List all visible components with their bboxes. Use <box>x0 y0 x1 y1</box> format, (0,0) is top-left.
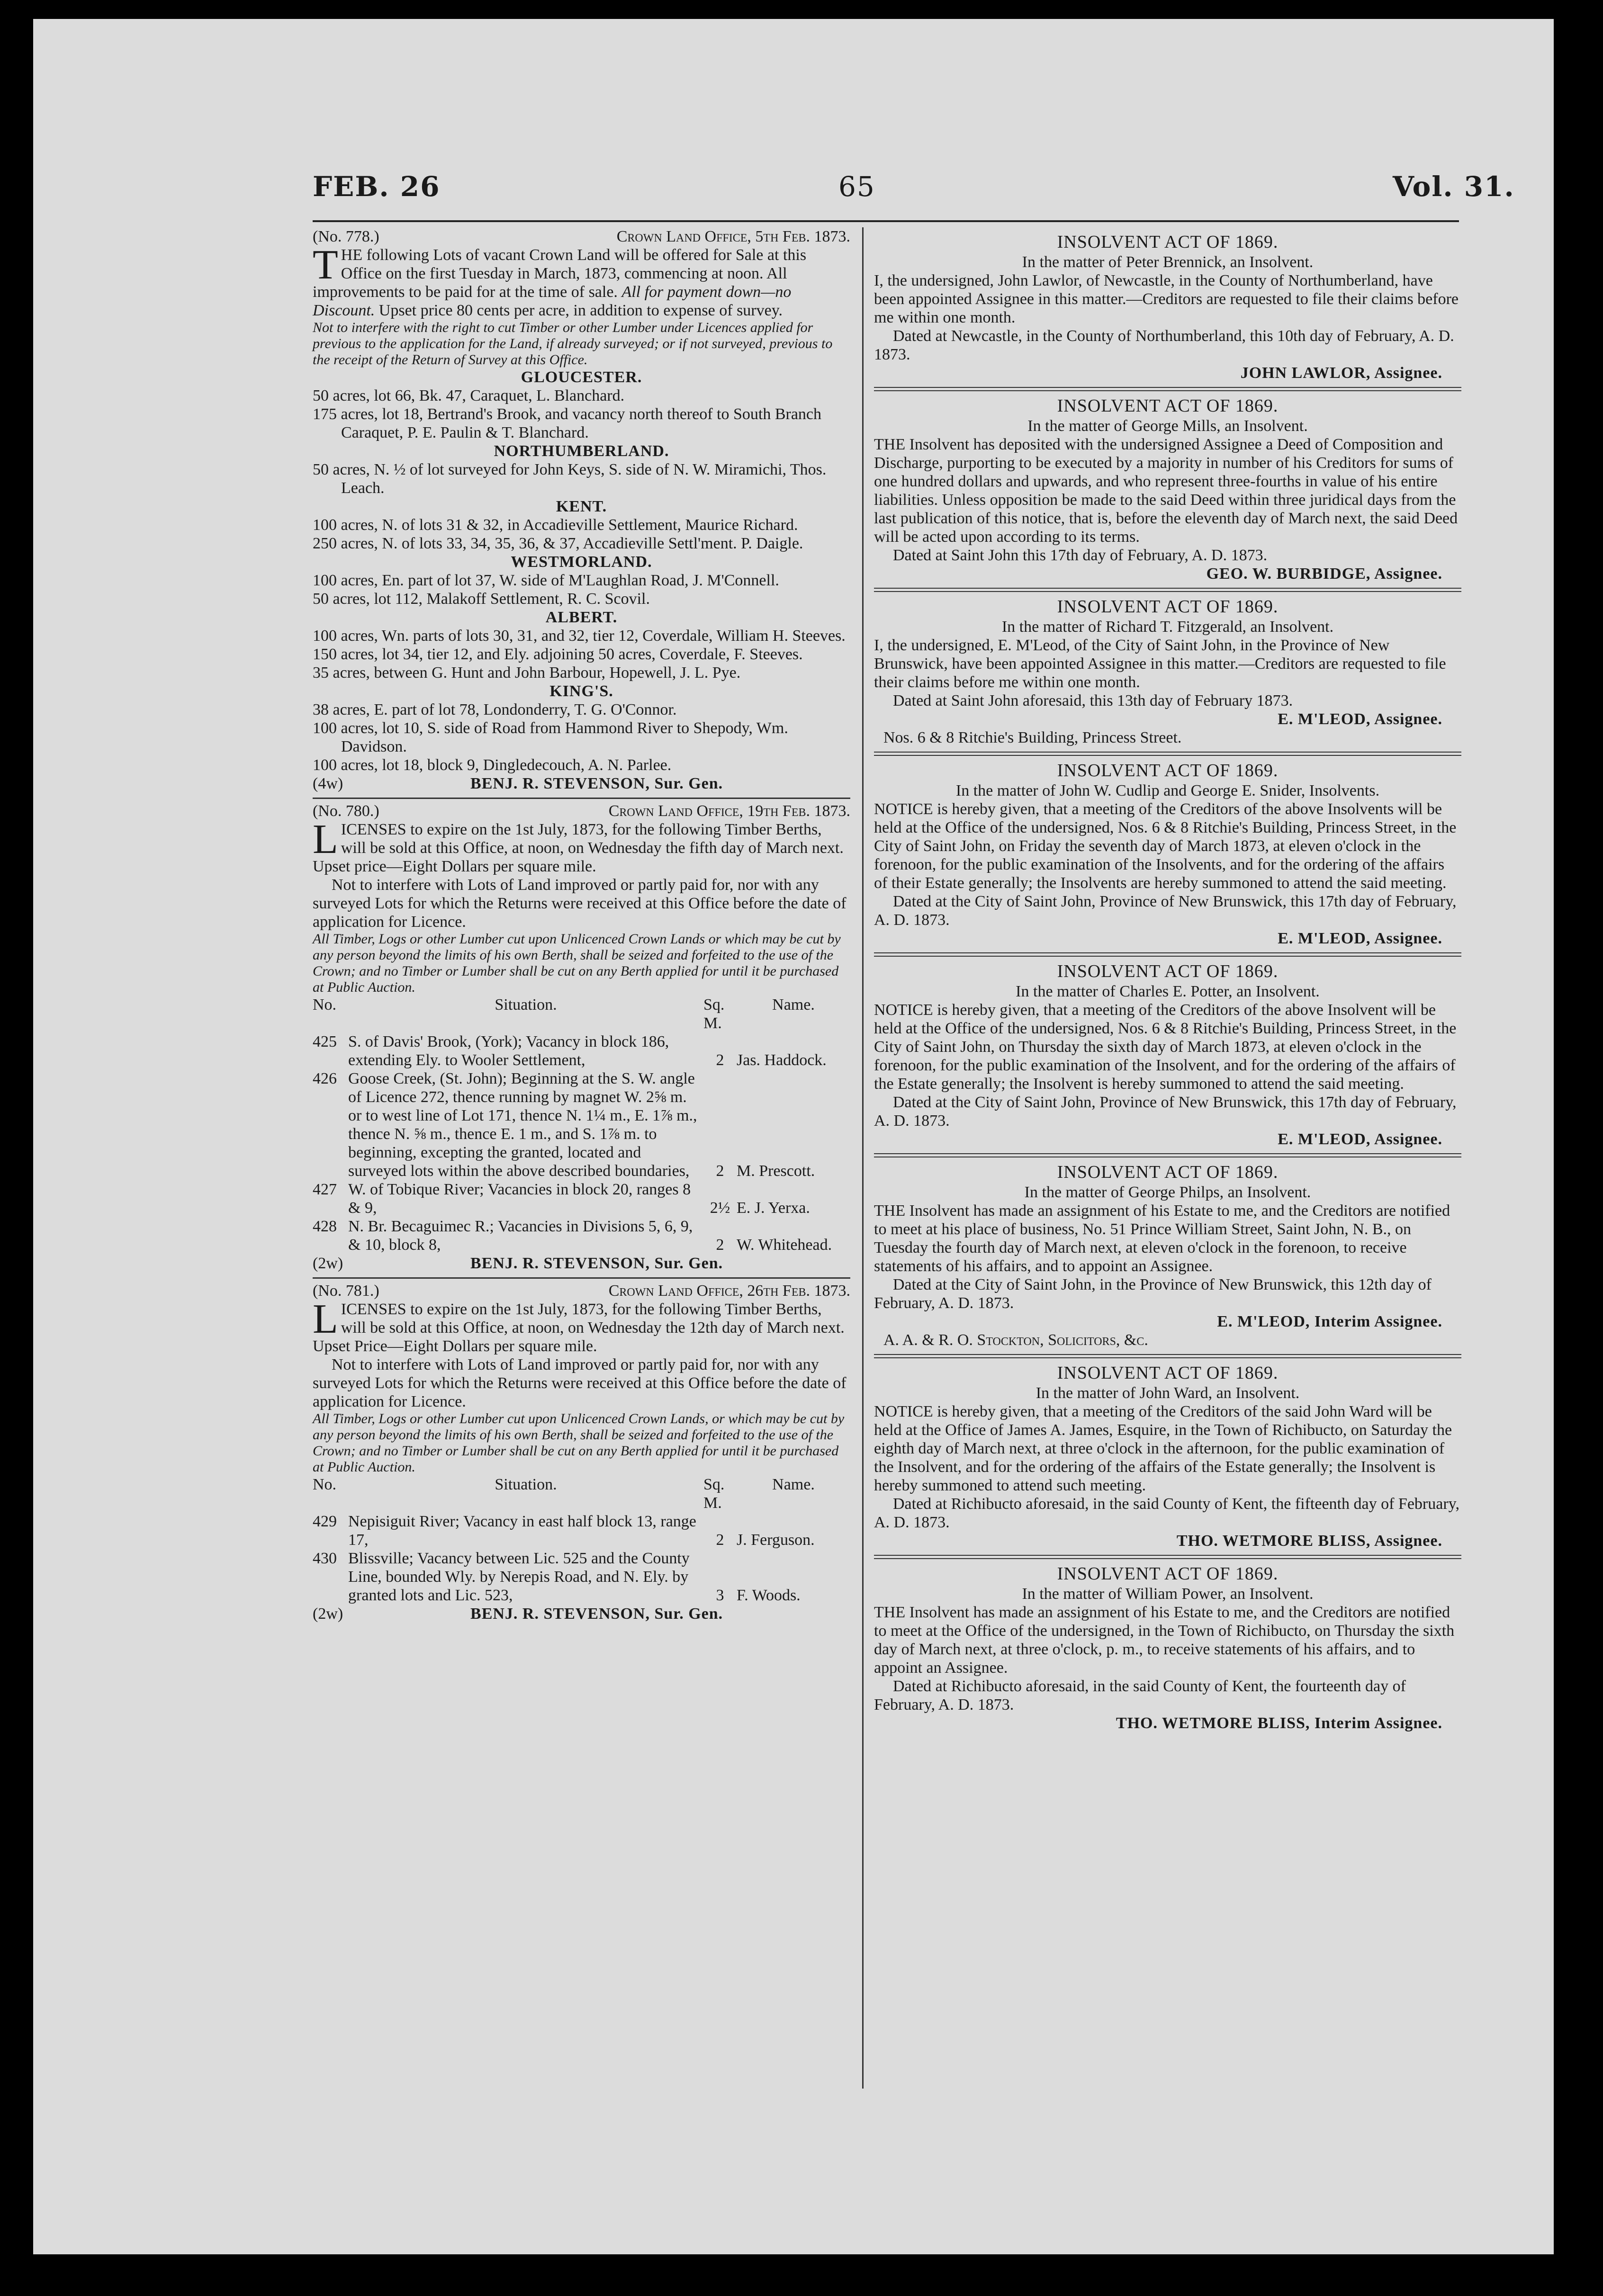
berth-row <box>313 1549 850 1605</box>
lot-entry: 150 acres, lot 34, tier 12, and Ely. adjoining 50 acres, Coverdale, F. Steeves. <box>313 646 803 663</box>
notice-signature: E. M'LEOD, Assignee. <box>1278 710 1442 728</box>
column-divider <box>862 227 864 2089</box>
berth-square-miles: 2 <box>716 1236 724 1254</box>
notice-dated: Dated at Newcastle, in the County of Northumberland, this 10th day of February, A. D. 1873. <box>874 327 1454 363</box>
berth-situation: S. of Davis' Brook, (York); Vacancy in block 186, extending Ely. to Wooler Settlement, <box>348 1033 669 1069</box>
notice-matter: In the matter of Peter Brennick, an Insolvent. <box>1022 253 1314 271</box>
berth-table-780 <box>313 1032 850 1254</box>
berth-row <box>313 1069 850 1180</box>
notice-matter: In the matter of John Ward, an Insolvent. <box>1036 1384 1300 1402</box>
berth-row <box>313 1217 850 1254</box>
notice-signature: JOHN LAWLOR, Assignee. <box>1240 364 1442 382</box>
notice-780-heading <box>313 802 850 820</box>
notice-780-note: All Timber, Logs or other Lumber cut upon Unlicenced Crown Lands or which may be cut by any person beyond the limits of his own Berth, shall be seized and forfeited to the use of the Crown; and no Timber or Lumber shall be cut on any Berth applied for until it be purchased at Public Auction. <box>313 931 841 995</box>
notice-signature: E. M'LEOD, Interim Assignee. <box>1217 1313 1442 1330</box>
section-rule <box>313 798 850 799</box>
notice-signature: E. M'LEOD, Assignee. <box>1278 1130 1442 1148</box>
berth-number: 428 <box>313 1218 337 1235</box>
berth-name: F. Woods. <box>737 1587 801 1604</box>
notice-separator <box>874 387 1461 391</box>
berth-number: 425 <box>313 1033 337 1050</box>
insolvent-notice <box>874 760 1461 948</box>
weeks: (4w) <box>313 775 343 792</box>
notice-780-footer <box>313 1254 850 1273</box>
drop-cap: T <box>313 242 338 288</box>
notice-separator <box>874 752 1461 756</box>
notice-body: THE Insolvent has made an assignment of his Estate to me, and the Creditors are notified to meet at his place of business, No. 51 Prince William Street, Saint John, N. B., on Tuesday the fourth day of March next, at eleven o'clock in the forenoon, to receive statements of his affairs, and to appoint an Assignee. <box>874 1202 1450 1275</box>
county-heading: KENT. <box>556 498 607 515</box>
notice-781-footer <box>313 1605 850 1623</box>
notice-781-body2: Not to interfere with Lots of Land improved or partly paid for, nor with any surveyed Lots for which the Returns were received at this Office before the date of application for Licence. <box>313 1356 847 1410</box>
signature: BENJ. R. STEVENSON, Sur. Gen. <box>470 1605 723 1623</box>
notice-address: Nos. 6 & 8 Ritchie's Building, Princess Street. <box>883 729 1182 746</box>
berth-table-header: No. Situation. Sq. M. Name. <box>313 996 815 1032</box>
weeks: (2w) <box>313 1605 343 1623</box>
drop-cap: L <box>313 1296 338 1342</box>
berth-number: 427 <box>313 1181 337 1198</box>
notice-matter: In the matter of George Mills, an Insolvent. <box>1027 417 1308 435</box>
section-rule <box>313 1277 850 1279</box>
notice-number: (No. 780.) <box>313 802 379 820</box>
berth-square-miles: 2 <box>716 1051 724 1069</box>
lot-entry: 38 acres, E. part of lot 78, Londonderry, T. G. O'Connor. <box>313 701 677 718</box>
berth-square-miles: 2 <box>716 1162 724 1180</box>
notice-title: INSOLVENT ACT OF 1869. <box>1057 1363 1279 1383</box>
notice-body: NOTICE is hereby given, that a meeting of the Creditors of the above Insolvents will be held at the Office of the undersigned, Nos. 6 & 8 Ritchie's Building, Princess Street, in the City of Saint John, on Friday the seventh day of March 1873, at eleven o'clock in the forenoon, for the public examination of the Insolvents, and for the ordering of the affairs of their Estate generally; the Insolvents are hereby summoned to attend the said meeting. <box>874 800 1457 892</box>
notice-title: INSOLVENT ACT OF 1869. <box>1057 597 1279 617</box>
notice-dated: Dated at Richibucto aforesaid, in the said County of Kent, the fifteenth day of February, A. D. 1873. <box>874 1495 1459 1531</box>
berth-name: M. Prescott. <box>737 1162 815 1180</box>
notice-matter: In the matter of George Philps, an Insolvent. <box>1024 1184 1311 1201</box>
notice-number: (No. 778.) <box>313 228 379 245</box>
notice-778-note: Not to interfere with the right to cut Timber or other Lumber under Licences applied for previous to the application for the Land, if already surveyed; or if not surveyed, previous to the receipt of the Return of Survey at this Office. <box>313 320 833 368</box>
signature: BENJ. R. STEVENSON, Sur. Gen. <box>470 1255 723 1272</box>
notice-separator <box>874 1354 1461 1358</box>
notice-signature: THO. WETMORE BLISS, Assignee. <box>1176 1532 1442 1550</box>
lot-entry: 100 acres, N. of lots 31 & 32, in Accadieville Settlement, Maurice Richard. <box>313 516 798 534</box>
berth-row <box>313 1180 850 1217</box>
lot-entry: 100 acres, lot 10, S. side of Road from Hammond River to Shepody, Wm. Davidson. <box>313 719 788 755</box>
page-number: 65 <box>838 170 875 203</box>
notice-body: THE Insolvent has deposited with the undersigned Assignee a Deed of Composition and Discharge, purporting to be executed by a majority in number of his Creditors for sums of one hundred dollars and upwards, and who represent three-fourths in value of his entire liabilities. Unless opposition be made to the said Deed within three juridical days from the last publication of this notice, that is, before the eleventh day of March next, the said Deed will be acted upon according to its terms. <box>874 436 1458 546</box>
berth-square-miles: 3 <box>716 1587 724 1604</box>
notice-signature: THO. WETMORE BLISS, Interim Assignee. <box>1116 1714 1442 1732</box>
lot-entry: 35 acres, between G. Hunt and John Barbour, Hopewell, J. L. Pye. <box>313 664 741 682</box>
notice-title: INSOLVENT ACT OF 1869. <box>1057 232 1279 252</box>
county-heading: WESTMORLAND. <box>511 553 652 571</box>
notice-781-note: All Timber, Logs or other Lumber cut upon Unlicenced Crown Lands, or which may be cut by any person beyond the limits of his own Berth, shall be seized and forfeited to the use of the Crown; and no Timber or Lumber shall be cut on any Berth applied for until it be purchased at Public Auction. <box>313 1411 845 1475</box>
notice-separator <box>874 1555 1461 1559</box>
lot-entry: 50 acres, lot 66, Bk. 47, Caraquet, L. Blanchard. <box>313 387 625 404</box>
notice-matter: In the matter of Charles E. Potter, an Insolvent. <box>1016 983 1320 1000</box>
berth-name: E. J. Yerxa. <box>737 1199 810 1217</box>
berth-situation: Blissville; Vacancy between Lic. 525 and the County Line, bounded Wly. by Nerepis Road, and N. Ely. by granted lots and Lic. 523, <box>348 1550 690 1604</box>
gazette-page <box>33 19 1554 2254</box>
notice-title: INSOLVENT ACT OF 1869. <box>1057 1564 1279 1584</box>
notice-matter: In the matter of Richard T. Fitzgerald, an Insolvent. <box>1001 618 1334 636</box>
berth-number: 426 <box>313 1070 337 1087</box>
notice-778-body: THE following Lots of vacant Crown Land will be offered for Sale at this Office on the first Tuesday in March, 1873, commencing at noon. All improvements to be paid for at the time of sale. All for payment down—no Discount. Upset price 80 cents per acre, in addition to expense of survey. <box>313 242 807 319</box>
notice-separator <box>874 1153 1461 1157</box>
notice-780-body2: Not to interfere with Lots of Land improved or partly paid for, nor with any surveyed Lots for which the Returns were received at this Office before the date of application for Licence. <box>313 876 847 931</box>
county-heading: GLOUCESTER. <box>521 368 642 386</box>
notice-body: NOTICE is hereby given, that a meeting of the Creditors of the said John Ward will be held at the Office of James A. James, Esquire, in the Town of Richibucto, on Saturday the eighth day of March next, at three o'clock in the afternoon, for the public examination of the Insolvent, and for the ordering of the affairs of the Estate generally; the Insolvent is hereby summoned to attend such meeting. <box>874 1403 1452 1494</box>
drop-cap: L <box>313 816 338 862</box>
notice-781-heading <box>313 1282 850 1300</box>
notice-body: I, the undersigned, E. M'Leod, of the City of Saint John, in the Province of New Brunswick, have been appointed Assignee in this matter.—Creditors are requested to file their claims before me within one month. <box>874 637 1446 691</box>
insolvent-notice <box>874 231 1461 382</box>
insolvent-notice <box>874 596 1461 747</box>
notice-778-heading <box>313 227 850 246</box>
insolvent-notice <box>874 395 1461 583</box>
berth-row <box>313 1032 850 1069</box>
office-date: Crown Land Office, 19th Feb. 1873. <box>608 802 850 820</box>
notice-number: (No. 781.) <box>313 1282 379 1300</box>
office-date: Crown Land Office, 26th Feb. 1873. <box>608 1282 850 1300</box>
county-lot-list <box>313 368 850 774</box>
notice-dated: Dated at Saint John this 17th day of February, A. D. 1873. <box>893 547 1268 564</box>
county-heading: KING'S. <box>549 682 613 700</box>
notice-separator <box>874 588 1461 592</box>
notice-signature: E. M'LEOD, Assignee. <box>1278 930 1442 947</box>
notice-signature: GEO. W. BURBIDGE, Assignee. <box>1206 565 1442 583</box>
berth-name: W. Whitehead. <box>737 1236 832 1254</box>
notice-title: INSOLVENT ACT OF 1869. <box>1057 761 1279 780</box>
county-heading: ALBERT. <box>545 609 618 626</box>
right-column <box>874 227 1461 1732</box>
berth-table-header: No. Situation. Sq. M. Name. <box>313 1476 815 1512</box>
notice-matter: In the matter of William Power, an Insolvent. <box>1022 1585 1314 1603</box>
insolvent-notice <box>874 1161 1461 1349</box>
weeks: (2w) <box>313 1255 343 1272</box>
berth-name: J. Ferguson. <box>737 1531 815 1549</box>
berth-situation: W. of Tobique River; Vacancies in block 20, ranges 8 & 9, <box>348 1181 691 1217</box>
berth-row <box>313 1512 850 1549</box>
notice-title: INSOLVENT ACT OF 1869. <box>1057 1162 1279 1182</box>
notice-body: THE Insolvent has made an assignment of his Estate to me, and the Creditors are notified to meet at the Office of the undersigned, in the Town of Richibucto, on Thursday the sixth day of March next, at three o'clock, p. m., to receive statements of his affairs, and to appoint an Assignee. <box>874 1604 1455 1677</box>
berth-name: Jas. Haddock. <box>737 1051 827 1069</box>
berth-situation: Nepisiguit River; Vacancy in east half block 13, range 17, <box>348 1513 696 1549</box>
lot-entry: 175 acres, lot 18, Bertrand's Brook, and vacancy north thereof to South Branch Caraquet, P. E. Paulin & T. Blanchard. <box>313 405 822 441</box>
berth-situation: Goose Creek, (St. John); Beginning at the S. W. angle of Licence 272, thence running by magnet W. 2⅝ m. or to west line of Lot 171, thence N. 1¼ m., E. 1⅞ m., thence N. ⅝ m., thence E. 1 m., and S. 1⅞ m. to beginning, excepting the granted, located and surveyed lots within the above described boundaries, <box>348 1070 697 1180</box>
berth-square-miles: 2 <box>716 1531 724 1549</box>
left-column <box>313 227 850 1623</box>
lot-entry: 100 acres, En. part of lot 37, W. side of M'Laughlan Road, J. M'Connell. <box>313 572 779 589</box>
signature: BENJ. R. STEVENSON, Sur. Gen. <box>470 775 723 792</box>
issue-date: FEB. 26 <box>313 170 441 203</box>
office-date: Crown Land Office, 5th Feb. 1873. <box>616 228 850 245</box>
notice-dated: Dated at Richibucto aforesaid, in the said County of Kent, the fourteenth day of February, A. D. 1873. <box>874 1677 1406 1713</box>
notice-separator <box>874 952 1461 957</box>
notice-781-body: LICENSES to expire on the 1st July, 1873, for the following Timber Berths, will be sold at this Office, at noon, on Wednesday the 12th day of March next. Upset Price—Eight Dollars per square mile. <box>313 1296 845 1355</box>
notice-title: INSOLVENT ACT OF 1869. <box>1057 961 1279 981</box>
berth-number: 429 <box>313 1513 337 1530</box>
lot-entry: 250 acres, N. of lots 33, 34, 35, 36, & 37, Accadieville Settl'ment. P. Daigle. <box>313 535 803 552</box>
berth-table-781 <box>313 1512 850 1605</box>
notice-dated: Dated at Saint John aforesaid, this 13th day of February 1873. <box>893 692 1293 709</box>
volume-number: Vol. 31. <box>1393 170 1515 203</box>
notice-dated: Dated at the City of Saint John, Province of New Brunswick, this 17th day of February, A. D. 1873. <box>874 893 1457 929</box>
berth-number: 430 <box>313 1550 337 1567</box>
lot-entry: 50 acres, lot 112, Malakoff Settlement, R. C. Scovil. <box>313 590 650 608</box>
insolvent-notice <box>874 1362 1461 1550</box>
notice-dated: Dated at the City of Saint John, in the Province of New Brunswick, this 12th day of February, A. D. 1873. <box>874 1276 1432 1312</box>
lot-entry: 50 acres, N. ½ of lot surveyed for John Keys, S. side of N. W. Miramichi, Thos. Leach. <box>313 461 827 497</box>
insolvent-notice <box>874 1563 1461 1732</box>
berth-square-miles: 2½ <box>710 1199 730 1217</box>
notice-title: INSOLVENT ACT OF 1869. <box>1057 396 1279 416</box>
lot-entry: 100 acres, lot 18, block 9, Dingledecouch, A. N. Parlee. <box>313 756 672 774</box>
notice-body: I, the undersigned, John Lawlor, of Newcastle, in the County of Northumberland, have been appointed Assignee in this matter.—Creditors are requested to file their claims before me within one month. <box>874 272 1459 326</box>
notice-solicitors: A. A. & R. O. Stockton, Solicitors, &c. <box>883 1331 1148 1349</box>
berth-situation: N. Br. Becaguimec R.; Vacancies in Divisions 5, 6, 9, & 10, block 8, <box>348 1218 693 1254</box>
notice-780-body: LICENSES to expire on the 1st July, 1873, for the following Timber Berths, will be sold at this Office, at noon, on Wednesday the fifth day of March next. Upset price—Eight Dollars per square mile. <box>313 816 844 875</box>
notice-body: NOTICE is hereby given, that a meeting of the Creditors of the above Insolvent will be held at the Office of the undersigned, Nos. 6 & 8 Ritchie's Building, Princess Street, in the City of Saint John, on Thursday the sixth day of March 1873, at eleven o'clock in the forenoon, for the public examination of the Insolvent, and for the ordering of the affairs of the Estate generally; the Insolvent is hereby summoned to attend the said meeting. <box>874 1001 1457 1093</box>
notice-778-footer <box>313 774 850 793</box>
notice-matter: In the matter of John W. Cudlip and George E. Snider, Insolvents. <box>955 782 1380 799</box>
lot-entry: 100 acres, Wn. parts of lots 30, 31, and 32, tier 12, Coverdale, William H. Steeves. <box>313 627 846 645</box>
notice-dated: Dated at the City of Saint John, Province of New Brunswick, this 17th day of February, A. D. 1873. <box>874 1094 1457 1130</box>
insolvent-notice <box>874 960 1461 1148</box>
county-heading: NORTHUMBERLAND. <box>494 442 669 460</box>
header-rule <box>313 220 1459 222</box>
